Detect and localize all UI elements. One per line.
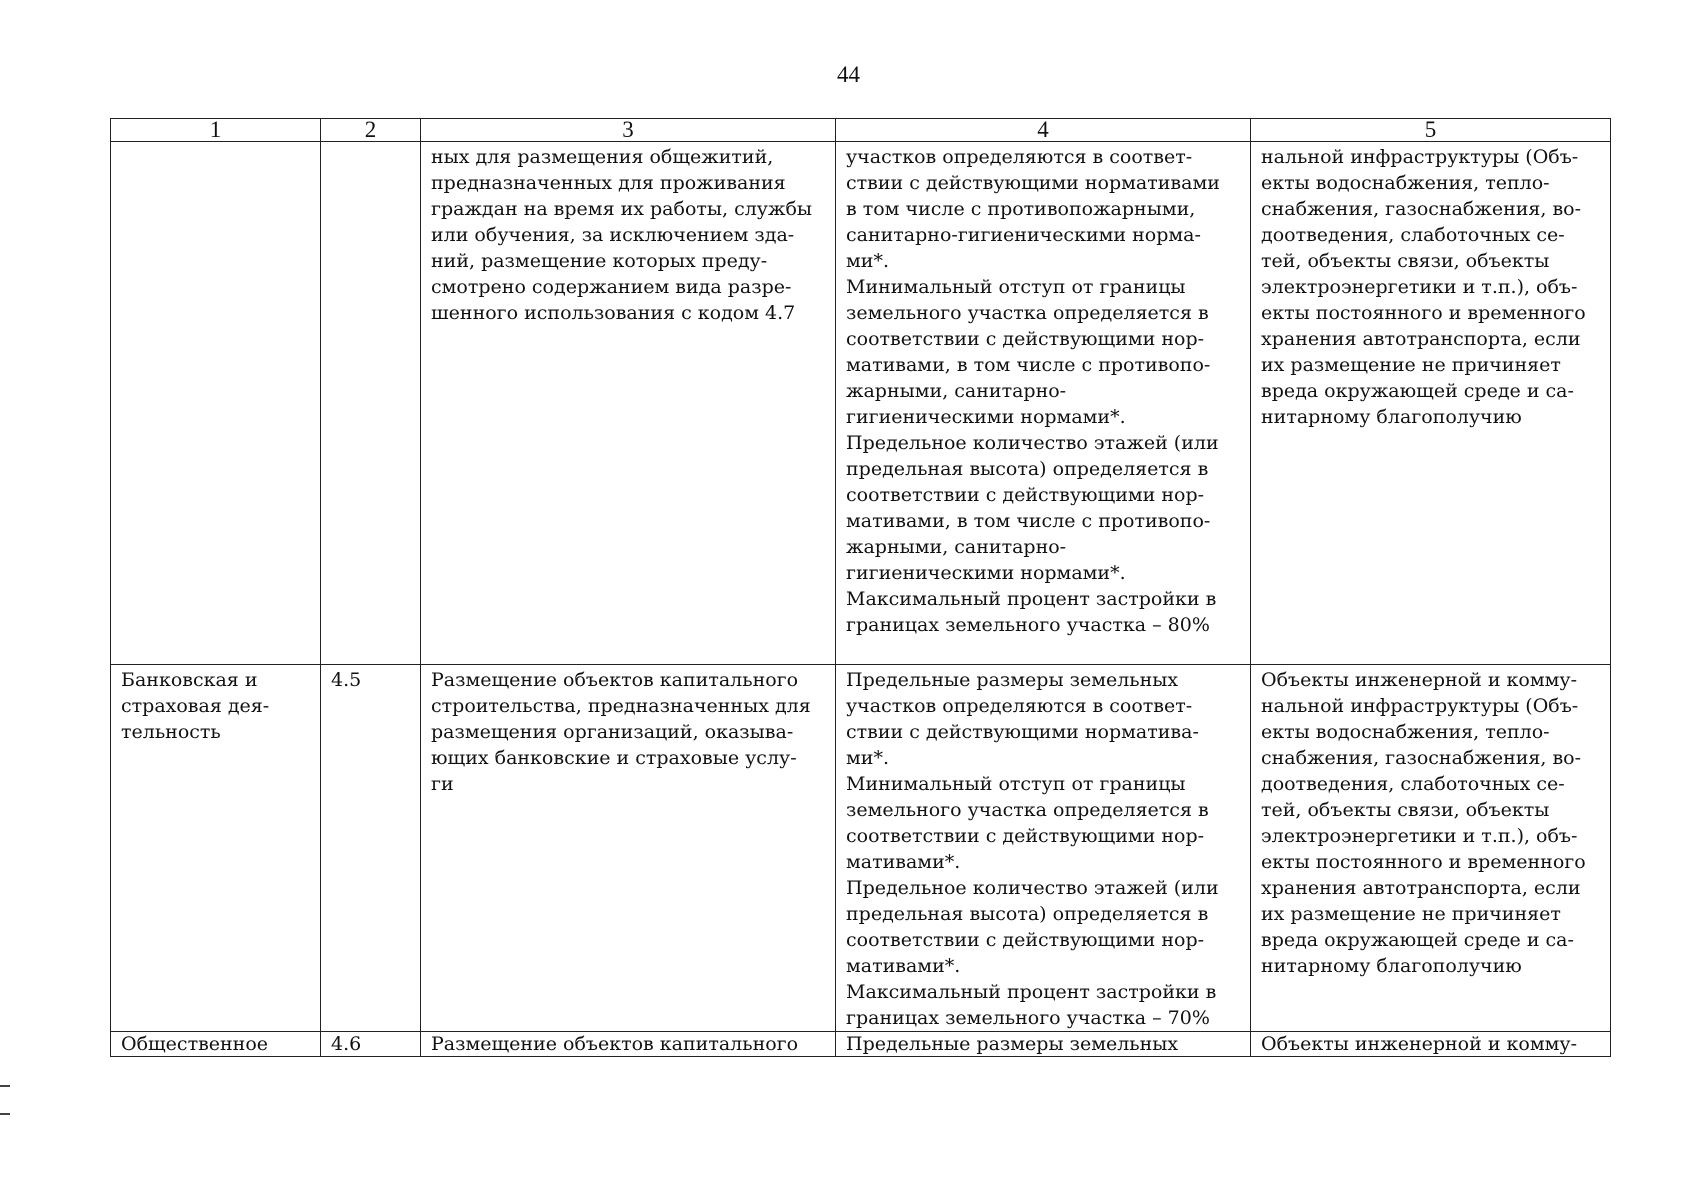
table-header-row (111, 119, 1611, 142)
related-objects-cell: Объекты инженерной и комму- (1251, 1032, 1611, 1057)
table-row (111, 142, 1611, 665)
page-number: 44 (837, 62, 860, 87)
column-header: 4 (836, 119, 1251, 142)
column-header: 5 (1251, 119, 1611, 142)
related-objects-cell: нальной инфраструктуры (Объ- екты водоснабжения, тепло- снабжения, газоснабжения, во- доотведения, слаботочных се- тей, объекты связи, объекты электроэнергетики и т.п.), объ- екты постоянного и временного хранения автотранспорта, если их размещение не причиняет вреда окружающей среде и са- нитарному благополучию (1251, 142, 1611, 665)
parameters-cell: участков определяются в соответ- ствии с действующими нормативами в том числе с противопожарными, санитарно-гигиеническими норма- ми*. Минимальный отступ от границы земельного участка определяется в соответствии с действующими нор- мативами, в том числе с противопо- жарными, санитарно- гигиеническими нормами*. Предельное количество этажей (или предельная высота) определяется в соответствии с действующими нор- мативами, в том числе с противопо- жарными, санитарно- гигиеническими нормами*. Максимальный процент застройки в границах земельного участка – 80% (836, 142, 1251, 665)
table-row (111, 665, 1611, 1032)
parameters-cell: Предельные размеры земельных участков определяются в соответ- ствии с действующими нормативa- ми*. Минимальный отступ от границы земельного участка определяется в соответствии с действующими нор- мативами*. Предельное количество этажей (или предельная высота) определяется в соответствии с действующими нор- мативами*. Максимальный процент застройки в границах земельного участка – 70% (836, 665, 1251, 1032)
regulations-table (110, 118, 1611, 1057)
use-name-cell (111, 142, 321, 665)
column-header: 3 (421, 119, 836, 142)
use-description-cell: ных для размещения общежитий, предназначенных для проживания граждан на время их работы, службы или обучения, за исключением зда- ний, размещение которых преду- смотрено содержанием вида разре- шенного использования с кодом 4.7 (421, 142, 836, 665)
use-name-cell: Банковская и страховая дея- тельность (111, 665, 321, 1032)
column-header: 2 (321, 119, 421, 142)
use-code-cell: 4.6 (321, 1032, 421, 1057)
margin-mark (0, 1113, 10, 1115)
use-code-cell (321, 142, 421, 665)
use-description-cell: Размещение объектов капитального (421, 1032, 836, 1057)
column-header: 1 (111, 119, 321, 142)
margin-mark (0, 1085, 10, 1087)
use-code-cell: 4.5 (321, 665, 421, 1032)
related-objects-cell: Объекты инженерной и комму- нальной инфраструктуры (Объ- екты водоснабжения, тепло- снабжения, газоснабжения, во- доотведения, слаботочных се- тей, объекты связи, объекты электроэнергетики и т.п.), объ- екты постоянного и временного хранения автотранспорта, если их размещение не причиняет вреда окружающей среде и са- нитарному благополучию (1251, 665, 1611, 1032)
use-description-cell: Размещение объектов капитального строительства, предназначенных для размещения организаций, оказыва- ющих банковские и страховые услу- ги (421, 665, 836, 1032)
table-row (111, 1032, 1611, 1057)
use-name-cell: Общественное (111, 1032, 321, 1057)
parameters-cell: Предельные размеры земельных (836, 1032, 1251, 1057)
